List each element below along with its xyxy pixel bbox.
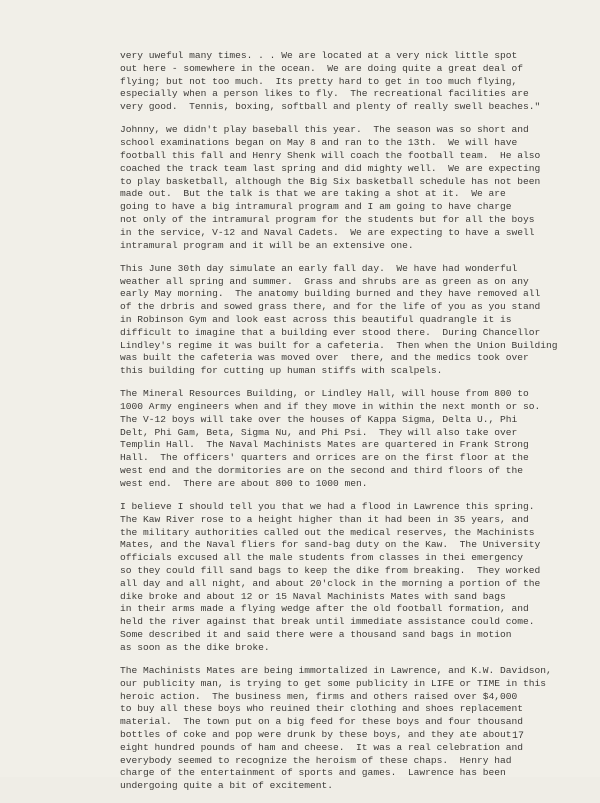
text-line: undergoing quite a bit of excitement.: [120, 780, 334, 792]
text-line: made out. But the talk is that we are taking a shot at it. We are: [120, 188, 506, 200]
text-line: Mates, and the Naval fliers for sand-bag duty on the Kaw. The University: [120, 539, 541, 551]
text-line: very uweful many times. . . We are located at a very nick little spot: [120, 50, 518, 61]
text-line: football this fall and Henry Shenk will coach the football team. He also: [120, 149, 541, 161]
paragraph: [120, 50, 560, 114]
text-line: The V-12 boys will take over the houses of Kappa Sigma, Delta U., Phi: [120, 413, 518, 425]
text-line: This June 30th day simulate an early fall day. We have had wonderful: [120, 262, 518, 274]
text-line: The Machinists Mates are being immortalized in Lawrence, and K.W. Davidson,: [120, 665, 552, 677]
text-line: the military authorities called out the medical reserves, the Machinists: [120, 526, 535, 538]
text-line: as soon as the dike broke.: [120, 641, 270, 653]
text-line: intramural program and it will be an extensive one.: [120, 239, 414, 251]
text-line: so they could fill sand bags to keep the dike from breaking. They worked: [120, 565, 541, 577]
text-line: west end. There are about 800 to 1000 men.: [120, 477, 368, 489]
page-number: 17: [512, 731, 525, 742]
paragraph: [120, 501, 560, 655]
text-line: going to have a big intramural program and I am going to have charge: [120, 201, 512, 213]
text-line: everybody seemed to recognize the heroism of these chaps. Henry had: [120, 754, 512, 766]
text-line: of the drbris and sowed grass there, and for the life of you as you stand: [120, 301, 541, 313]
paragraph: [120, 263, 560, 378]
text-line: coached the track team last spring and did mighty well. We are expecting: [120, 162, 541, 174]
text-line: early May morning. The anatomy building burned and they have removed all: [120, 288, 541, 300]
text-line: The Mineral Resources Building, or Lindley Hall, will house from 800 to: [120, 388, 529, 400]
text-line: this building for cutting up human stiffs with scalpels.: [120, 365, 443, 377]
text-line: heroic action. The business men, firms and others raised over $4,000: [120, 690, 518, 702]
text-line: Lindley's regime it was built for a cafeteria. Then when the Union Building: [120, 339, 558, 351]
text-line: dike broke and about 12 or 15 Naval Machinists Mates with sand bags: [120, 590, 506, 602]
text-line: weather all spring and summer. Grass and shrubs are as green as on any: [120, 275, 529, 287]
text-line: bottles of coke and pop were drunk by these boys, and they ate about: [120, 729, 512, 740]
text-line: officials excused all the male students from classes in thei emergency: [120, 552, 524, 564]
text-line: to buy all these boys who reuined their clothing and shoes replacement: [120, 703, 524, 715]
text-line: our publicity man, is trying to get some publicity in LIFE or TIME in this: [120, 677, 547, 689]
text-line: charge of the entertainment of sports and games. Lawrence has been: [120, 767, 506, 779]
text-line: Templin Hall. The Naval Machinists Mates are quartered in Frank Strong: [120, 439, 529, 451]
text-line: not only of the intramural program for the students but for all the boys: [120, 213, 535, 225]
text-line: out here - somewhere in the ocean. We are doing quite a great deal of: [120, 62, 524, 74]
text-line: in Robinson Gym and look east across this beautiful quadrangle it is: [120, 313, 512, 325]
paragraph: [120, 124, 560, 252]
text-line: flying; but not too much. Its pretty hard to get in too much flying,: [120, 75, 518, 87]
letter-body: [120, 50, 560, 803]
text-line: held the river against that break until immediate assistance could come.: [120, 616, 535, 628]
text-line: in their arms made a flying wedge after the old football formation, and: [120, 603, 529, 615]
text-line: difficult to imagine that a building ever stood there. During Chancellor: [120, 326, 541, 338]
text-line: in the service, V-12 and Naval Cadets. We are expecting to have a swell: [120, 226, 535, 238]
text-line: Johnny, we didn't play baseball this year. The season was so short and: [120, 124, 529, 136]
text-line: Some described it and said there were a thousand sand bags in motion: [120, 629, 512, 641]
text-line: material. The town put on a big feed for these boys and four thousand: [120, 716, 524, 728]
text-line: Hall. The officers' quarters and orrices are on the first floor at the: [120, 452, 529, 464]
text-line: was built the cafeteria was moved over there, and the medics took over: [120, 352, 529, 364]
text-line: especially when a person likes to fly. The recreational facilities are: [120, 88, 529, 100]
text-line: eight hundred pounds of ham and cheese. It was a real celebration and: [120, 741, 524, 753]
text-line: The Kaw River rose to a height higher than it had been in 35 years, and: [120, 513, 529, 525]
text-line: to play basketball, although the Big Six basketball schedule has not been: [120, 175, 541, 187]
text-line: west end and the dormitories are on the second and third floors of the: [120, 465, 524, 477]
text-line: all day and all night, and about 20'clock in the morning a portion of the: [120, 577, 541, 589]
text-line: 1000 Army engineers when and if they move in within the next month or so.: [120, 401, 541, 413]
text-line: very good. Tennis, boxing, softball and plenty of really swell beaches.": [120, 101, 541, 113]
paragraph: [120, 665, 560, 793]
text-line: I believe I should tell you that we had a flood in Lawrence this spring.: [120, 501, 535, 513]
text-line: Delt, Phi Gam, Beta, Sigma Nu, and Phi Psi. They will also take over: [120, 426, 518, 438]
text-line: school examinations began on May 8 and ran to the 13th. We will have: [120, 137, 518, 149]
paragraph: [120, 388, 560, 490]
